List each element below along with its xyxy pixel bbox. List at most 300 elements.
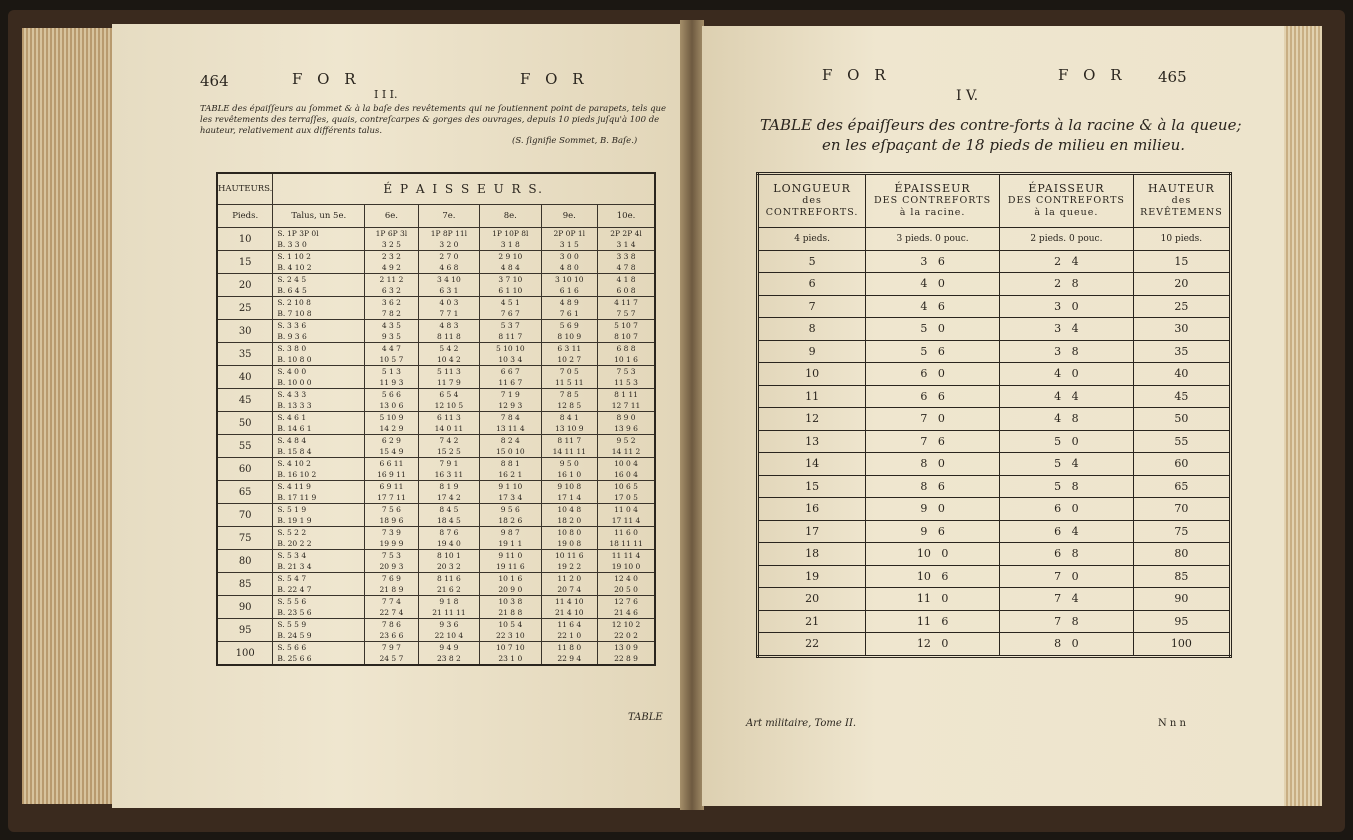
table-cell: 4 0 <box>1000 363 1134 386</box>
sommet-value: 11 2 0 <box>557 574 582 583</box>
base-value: 7 7 1 <box>439 309 459 318</box>
base-value: 18 9 6 <box>379 516 404 525</box>
base-value: 23 8 2 <box>436 654 461 663</box>
table-row <box>758 453 1231 476</box>
base-value: 19 1 1 <box>498 539 523 548</box>
sommet-value: 8 1 11 <box>614 390 638 399</box>
sommet-value: S. 5 3 4 <box>277 551 307 560</box>
table-row <box>758 520 1231 543</box>
base-value: 12 8 5 <box>557 401 582 410</box>
thickness-cell <box>541 435 598 458</box>
sommet-value: 10 4 8 <box>557 505 582 514</box>
thickness-cell <box>480 389 541 412</box>
base-value: 19 0 8 <box>557 539 582 548</box>
book-gutter <box>680 20 704 810</box>
table-cell: 30 <box>1133 318 1230 341</box>
thickness-cell <box>418 228 479 251</box>
table-row <box>758 318 1231 341</box>
base-value: 4 7 8 <box>616 263 636 272</box>
sommet-value: 10 1 6 <box>498 574 523 583</box>
sommet-value: 9 1 10 <box>498 482 523 491</box>
thickness-cell <box>418 596 479 619</box>
base-value: 22 8 9 <box>614 654 638 663</box>
sommet-value: S. 2 10 8 <box>277 298 311 307</box>
running-head: F O R <box>292 70 361 88</box>
running-head: F O R <box>520 70 589 88</box>
table-cell: 9 0 <box>866 498 1000 521</box>
talus-cell <box>273 251 365 274</box>
sommet-value: S. 5 4 7 <box>277 574 307 583</box>
thickness-cell <box>480 435 541 458</box>
header-line: ÉPAISSEUR <box>1028 182 1105 195</box>
sommet-value: 5 11 3 <box>436 367 461 376</box>
table-cell: 5 8 <box>1000 475 1134 498</box>
thickness-cell <box>365 573 419 596</box>
thickness-cell <box>418 274 479 297</box>
sommet-value: S. 1P 3P 0l <box>277 229 319 238</box>
table-cell: 12 <box>758 408 866 431</box>
header-line: CONTREFORTS. <box>765 207 859 218</box>
base-value: 16 3 11 <box>434 470 464 479</box>
thickness-cell <box>541 297 598 320</box>
thickness-cell <box>418 642 479 666</box>
base-value: B. 6 4 5 <box>277 286 307 295</box>
table-cell: 16 <box>758 498 866 521</box>
base-value: 16 0 4 <box>614 470 638 479</box>
table-row <box>758 475 1231 498</box>
table-cell: 5 0 <box>866 318 1000 341</box>
thickness-cell <box>541 481 598 504</box>
table-cell: 35 <box>1133 340 1230 363</box>
thickness-cell <box>541 274 598 297</box>
base-value: 16 2 1 <box>498 470 523 479</box>
table-cell: 6 0 <box>866 363 1000 386</box>
table-cell: 4 0 <box>866 273 1000 296</box>
base-value: 14 2 9 <box>379 424 404 433</box>
table-cell: 18 <box>758 543 866 566</box>
sommet-value: 4 11 7 <box>614 298 638 307</box>
base-value: 18 4 5 <box>436 516 461 525</box>
sommet-value: 2 9 10 <box>498 252 523 261</box>
thickness-cell <box>541 573 598 596</box>
sommet-value: 9 11 0 <box>498 551 523 560</box>
thickness-cell <box>480 412 541 435</box>
base-value: 8 11 7 <box>498 332 523 341</box>
sommet-value: 6 6 11 <box>379 459 404 468</box>
base-value: 20 5 0 <box>614 585 638 594</box>
row-height: 45 <box>217 389 273 412</box>
table-cell: 6 <box>758 273 866 296</box>
thickness-cell <box>598 527 655 550</box>
base-value: B. 13 3 3 <box>277 401 312 410</box>
thickness-cell <box>365 458 419 481</box>
base-value: B. 21 3 4 <box>277 562 312 571</box>
section-number: I V. <box>956 88 979 104</box>
sommet-value: 6 9 11 <box>379 482 404 491</box>
talus-cell <box>273 412 365 435</box>
table-legend: (S. ſignifie Sommet, B. Baſe.) <box>512 136 638 146</box>
base-value: 11 6 7 <box>498 378 523 387</box>
base-value: 11 7 9 <box>436 378 461 387</box>
table-cell: 10 6 <box>866 565 1000 588</box>
sommet-value: 9 8 7 <box>500 528 520 537</box>
thickness-cell <box>418 412 479 435</box>
thickness-cell <box>418 320 479 343</box>
sommet-value: 5 10 10 <box>495 344 525 353</box>
table-cell: 20 <box>1133 273 1230 296</box>
table-cell: 3 8 <box>1000 340 1134 363</box>
thickness-cell <box>541 228 598 251</box>
table-cell: 100 <box>1133 633 1230 657</box>
buttress-table <box>756 172 1232 658</box>
base-value: 10 5 7 <box>379 355 404 364</box>
talus-cell <box>273 504 365 527</box>
thickness-cell <box>480 504 541 527</box>
talus-cell <box>273 573 365 596</box>
sommet-value: 8 11 7 <box>557 436 582 445</box>
base-value: 4 6 8 <box>439 263 459 272</box>
table-cell: 7 0 <box>866 408 1000 431</box>
row-height: 30 <box>217 320 273 343</box>
thickness-cell <box>480 642 541 666</box>
base-value: B. 10 0 0 <box>277 378 312 387</box>
sommet-value: 7 3 9 <box>381 528 401 537</box>
talus-cell <box>273 389 365 412</box>
table-row <box>217 619 655 642</box>
thickness-cell <box>418 251 479 274</box>
table-cell: 9 <box>758 340 866 363</box>
base-value: B. 22 4 7 <box>277 585 312 594</box>
table-cell: 6 4 <box>1000 520 1134 543</box>
revetment-thickness-table <box>216 172 656 666</box>
sommet-value: 7 5 6 <box>381 505 401 514</box>
header-line: des <box>802 195 822 206</box>
table-cell: 7 8 <box>1000 610 1134 633</box>
column-header <box>1133 174 1230 228</box>
talus-cell <box>273 458 365 481</box>
table-row <box>758 565 1231 588</box>
sommet-value: 5 1 3 <box>381 367 401 376</box>
table-cell: 8 6 <box>866 475 1000 498</box>
table-cell: 55 <box>1133 430 1230 453</box>
table-cell: 21 <box>758 610 866 633</box>
sommet-value: 11 6 0 <box>614 528 638 537</box>
header-col: 8e. <box>480 205 541 228</box>
sommet-value: 4 3 5 <box>381 321 401 330</box>
base-value: 21 8 8 <box>498 608 523 617</box>
sommet-value: 4 0 3 <box>439 298 459 307</box>
thickness-cell <box>418 366 479 389</box>
header-line: DES CONTREFORTS <box>874 195 992 206</box>
thickness-cell <box>541 504 598 527</box>
sommet-value: 3 4 10 <box>436 275 461 284</box>
table-cell: 2 8 <box>1000 273 1134 296</box>
thickness-cell <box>480 573 541 596</box>
sommet-value: 11 8 0 <box>557 643 582 652</box>
sommet-value: 5 4 2 <box>439 344 459 353</box>
thickness-cell <box>541 251 598 274</box>
base-value: B. 9 3 6 <box>277 332 307 341</box>
table-row <box>758 228 1231 251</box>
sommet-value: 7 0 5 <box>559 367 579 376</box>
table-row <box>217 320 655 343</box>
base-value: 22 9 4 <box>557 654 582 663</box>
base-value: 23 1 0 <box>498 654 523 663</box>
thickness-cell <box>365 550 419 573</box>
table-row <box>217 435 655 458</box>
table-row <box>758 498 1231 521</box>
sommet-value: 1P 10P 8l <box>492 229 529 238</box>
sommet-value: 1P 8P 11l <box>430 229 468 238</box>
row-height: 90 <box>217 596 273 619</box>
thickness-cell <box>365 619 419 642</box>
sommet-value: 7 7 4 <box>381 597 401 606</box>
thickness-cell <box>598 573 655 596</box>
sommet-value: 10 8 0 <box>557 528 582 537</box>
table-cell: 5 <box>758 250 866 273</box>
base-value: 22 1 0 <box>557 631 582 640</box>
base-value: 17 4 2 <box>436 493 461 502</box>
base-value: 14 11 11 <box>552 447 586 456</box>
base-value: 3 2 5 <box>381 240 401 249</box>
table-row <box>217 504 655 527</box>
base-value: 6 3 1 <box>439 286 459 295</box>
thickness-cell <box>598 274 655 297</box>
sommet-value: 4 8 3 <box>439 321 459 330</box>
sommet-value: 4 8 9 <box>559 298 579 307</box>
sommet-value: 2 11 2 <box>379 275 404 284</box>
base-value: 12 9 3 <box>498 401 523 410</box>
sommet-value: 3 10 10 <box>554 275 584 284</box>
thickness-cell <box>598 343 655 366</box>
header-epaisseurs: É P A I S S E U R S. <box>273 173 655 205</box>
thickness-cell <box>418 527 479 550</box>
base-value: 14 0 11 <box>434 424 464 433</box>
sommet-value: S. 5 5 6 <box>277 597 307 606</box>
sommet-value: 9 10 8 <box>557 482 582 491</box>
sommet-value: 3 0 0 <box>559 252 579 261</box>
table-row <box>217 228 655 251</box>
base-value: B. 3 3 0 <box>277 240 307 249</box>
sommet-value: 11 4 10 <box>554 597 584 606</box>
header-line: DES CONTREFORTS <box>1007 195 1125 206</box>
sommet-value: S. 5 2 2 <box>277 528 307 537</box>
sommet-value: 5 10 7 <box>614 321 638 330</box>
base-value: 11 5 11 <box>554 378 584 387</box>
table-cell: 4 6 <box>866 295 1000 318</box>
table-cell: 3 pieds. 0 pouc. <box>866 228 1000 251</box>
table-cell: 11 6 <box>866 610 1000 633</box>
base-value: 19 10 0 <box>611 562 641 571</box>
header-col: 7e. <box>418 205 479 228</box>
table-cell: 40 <box>1133 363 1230 386</box>
sommet-value: 12 4 0 <box>614 574 638 583</box>
sommet-value: 7 5 3 <box>381 551 401 560</box>
thickness-cell <box>480 527 541 550</box>
table-cell: 65 <box>1133 475 1230 498</box>
base-value: 23 6 6 <box>379 631 404 640</box>
base-value: 11 5 3 <box>614 378 638 387</box>
base-value: 4 8 4 <box>500 263 520 272</box>
base-value: 20 9 0 <box>498 585 523 594</box>
base-value: 20 9 3 <box>379 562 404 571</box>
thickness-cell <box>365 228 419 251</box>
base-value: 10 1 6 <box>614 355 638 364</box>
table-cell: 8 0 <box>866 453 1000 476</box>
sommet-value: S. 5 6 6 <box>277 643 307 652</box>
base-value: 20 3 2 <box>436 562 461 571</box>
thickness-cell <box>365 366 419 389</box>
table-cell: 11 <box>758 385 866 408</box>
sommet-value: 8 2 4 <box>500 436 520 445</box>
thickness-cell <box>480 343 541 366</box>
table-row <box>758 340 1231 363</box>
base-value: 21 4 10 <box>554 608 584 617</box>
base-value: 13 10 9 <box>554 424 584 433</box>
sommet-value: 9 4 9 <box>439 643 459 652</box>
footer-mark: N n n <box>1158 718 1186 729</box>
table-cell: 3 0 <box>1000 295 1134 318</box>
sommet-value: S. 4 10 2 <box>277 459 311 468</box>
talus-cell <box>273 228 365 251</box>
thickness-cell <box>418 481 479 504</box>
sommet-value: S. 4 3 3 <box>277 390 307 399</box>
sommet-value: 10 3 8 <box>498 597 523 606</box>
thickness-cell <box>598 297 655 320</box>
base-value: 6 1 6 <box>559 286 579 295</box>
thickness-cell <box>598 366 655 389</box>
base-value: 19 2 2 <box>557 562 582 571</box>
table-cell: 10 pieds. <box>1133 228 1230 251</box>
base-value: 15 4 9 <box>379 447 404 456</box>
talus-cell <box>273 481 365 504</box>
sommet-value: 9 5 2 <box>616 436 636 445</box>
sommet-value: 3 3 8 <box>616 252 636 261</box>
base-value: 17 3 4 <box>498 493 523 502</box>
thickness-cell <box>365 389 419 412</box>
table-row <box>758 385 1231 408</box>
thickness-cell <box>541 642 598 666</box>
row-height: 85 <box>217 573 273 596</box>
base-value: 13 11 4 <box>495 424 525 433</box>
sommet-value: 6 2 9 <box>381 436 401 445</box>
table-cell: 7 4 <box>1000 588 1134 611</box>
table-cell: 6 0 <box>1000 498 1134 521</box>
sommet-value: 9 5 0 <box>559 459 579 468</box>
base-value: 8 11 8 <box>436 332 461 341</box>
talus-cell <box>273 642 365 666</box>
header-line: à la queue. <box>1034 207 1099 218</box>
row-height: 80 <box>217 550 273 573</box>
base-value: 24 5 7 <box>379 654 404 663</box>
sommet-value: S. 4 6 1 <box>277 413 307 422</box>
header-line: REVÊTEMENS <box>1140 207 1223 218</box>
thickness-cell <box>480 619 541 642</box>
column-header <box>1000 174 1134 228</box>
table-cell: 9 6 <box>866 520 1000 543</box>
right-page <box>702 26 1284 806</box>
sommet-value: 4 4 7 <box>381 344 401 353</box>
thickness-cell <box>598 619 655 642</box>
table-cell: 60 <box>1133 453 1230 476</box>
row-height: 100 <box>217 642 273 666</box>
sommet-value: 9 3 6 <box>439 620 459 629</box>
sommet-value: 8 8 1 <box>500 459 520 468</box>
table-row <box>758 588 1231 611</box>
sommet-value: 4 5 1 <box>500 298 520 307</box>
header-pieds: Pieds. <box>217 205 273 228</box>
sommet-value: S. 3 8 0 <box>277 344 307 353</box>
header-line: LONGUEUR <box>773 182 851 195</box>
table-cell: 45 <box>1133 385 1230 408</box>
thickness-cell <box>365 274 419 297</box>
sommet-value: 6 5 4 <box>439 390 459 399</box>
right-page-edges <box>1282 26 1322 806</box>
talus-cell <box>273 274 365 297</box>
base-value: 11 9 3 <box>379 378 404 387</box>
table-row <box>217 481 655 504</box>
thickness-cell <box>365 435 419 458</box>
table-row <box>217 527 655 550</box>
sommet-value: 9 5 6 <box>500 505 520 514</box>
thickness-cell <box>365 642 419 666</box>
sommet-value: 11 6 4 <box>557 620 582 629</box>
base-value: B. 4 10 2 <box>277 263 312 272</box>
base-value: 10 3 4 <box>498 355 523 364</box>
thickness-cell <box>480 550 541 573</box>
sommet-value: 5 6 9 <box>559 321 579 330</box>
thickness-cell <box>598 642 655 666</box>
base-value: 18 2 6 <box>498 516 523 525</box>
thickness-cell <box>598 389 655 412</box>
row-height: 75 <box>217 527 273 550</box>
sommet-value: 10 7 10 <box>495 643 525 652</box>
talus-cell <box>273 596 365 619</box>
talus-cell <box>273 550 365 573</box>
base-value: 6 3 2 <box>381 286 401 295</box>
table-row <box>758 363 1231 386</box>
table-cell: 25 <box>1133 295 1230 318</box>
page-number: 464 <box>200 72 229 90</box>
table-cell: 19 <box>758 565 866 588</box>
row-height: 10 <box>217 228 273 251</box>
sommet-value: 7 6 9 <box>381 574 401 583</box>
sommet-value: 7 9 7 <box>381 643 401 652</box>
sommet-value: S. 4 8 4 <box>277 436 307 445</box>
sommet-value: 8 10 1 <box>436 551 461 560</box>
table-cell: 80 <box>1133 543 1230 566</box>
base-value: 17 7 11 <box>377 493 406 502</box>
catchword: TABLE <box>628 712 663 723</box>
sommet-value: 7 8 5 <box>559 390 579 399</box>
table-cell: 90 <box>1133 588 1230 611</box>
thickness-cell <box>418 389 479 412</box>
sommet-value: S. 2 4 5 <box>277 275 307 284</box>
base-value: 18 2 0 <box>557 516 582 525</box>
thickness-cell <box>598 504 655 527</box>
table-caption: TABLE des épaiſſeurs au ſommet & à la baſe des revêtements qui ne ſoutiennent point de parapets, tels que les revêtements des terraſſes, quais, contreſcarpes & gorges des ouvrages, depuis 10 pieds juſqu'à 100 de hauteur, relativement aux différents talus. <box>200 104 667 136</box>
thickness-cell <box>541 550 598 573</box>
base-value: 22 7 4 <box>379 608 404 617</box>
table-row <box>217 550 655 573</box>
row-height: 15 <box>217 251 273 274</box>
row-height: 35 <box>217 343 273 366</box>
base-value: B. 15 8 4 <box>277 447 312 456</box>
table-cell: 20 <box>758 588 866 611</box>
table-row <box>758 295 1231 318</box>
base-value: B. 17 11 9 <box>277 493 317 502</box>
base-value: 8 10 9 <box>557 332 582 341</box>
